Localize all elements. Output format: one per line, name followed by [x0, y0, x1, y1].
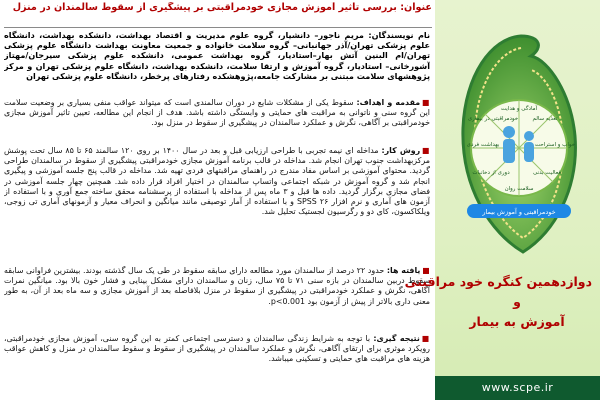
bullet-icon: ■ — [422, 146, 430, 155]
intro-section — [4, 98, 430, 141]
wheel-label-4: سلامت روان — [504, 186, 534, 192]
congress-title-line2: و — [513, 294, 521, 309]
conclusion-section — [4, 334, 430, 394]
results-section — [4, 266, 430, 330]
bullet-icon: ■ — [421, 334, 430, 343]
wheel-label-3: فعالیت بدنی — [533, 170, 561, 176]
results-label: یافته ها: — [386, 266, 421, 275]
website-link[interactable]: www.scpe.ir — [435, 376, 600, 400]
intro-label: مقدمه و اهداف: — [356, 98, 421, 107]
wheel-label-2: خواب و استراحت — [534, 142, 576, 148]
bullet-icon: ■ — [422, 98, 430, 107]
methods-text: مداخله ای نیمه تجربی با طراحی ارزیابی قبل و بعد در سال ۱۴۰۰ بر روی ۱۲۰ سالمند ۶۵ تا ۸۵ سال تحت پوشش مرکزبهداشت جنوب تهران انجام شد. مداخله در قالب برنامه آموزش مجازی خودمراقبتی پیشگیری از سقوط در سالمندان طراحی گردید. محتوای آموزشی بر اساس مفاد مندرج در راهنمای مراقبتهای فردی تهیه شد. مداخله در قالب پنج جلسه آموزشی و پیگیری انجام شد و گروه آموزش در شبکه اجتماعی واتساپ سالمندان در اختیار افراد قرار داده شد. همچنین چهار جلسه آموزشی در فضای مجازی برگزار گردید. داده ها قبل و ۳ ماه پس از مداخله با استفاده از پرسشنامه محقق ساخته جمع آوری و با استفاده از آزمون های آماری و نرم افزار SPSS ۲۶ و با استفاده از آمار توصیفی مانند میانگین و انحراف معیار و آزمونهای آماری تی زوجی، ویلکاکسون، کای دو و رگرسیون لجستیک تحلیل شد. — [4, 146, 430, 217]
bullet-icon: ■ — [422, 266, 430, 275]
wheel-label-7: خودمراقبتی در بیماری — [467, 116, 519, 122]
abstract-title: عنوان: بررسی تاثیر آموزش مجازی خودمراقبتی بر پیشگیری از سقوط سالمندان در منزل — [12, 2, 432, 13]
authors-list: نام نویسندگان: مریم ناجور– دانشیار، گروه علوم مدیریت و اقتصاد بهداشت، دانشکده بهداشت، دانشگاه علوم پزشکی تهران/آذر جهانبانی– گروه سلامت خانواده و جمعیت معاونت بهداشت دانشگاه علوم پزشکی تهران/ام البنین آتش بهار–استادیار، گروه بهداشت عمومی، دانشکده علوم پزشکی سیرجان/مهتاز آشورخانی– استادیار، گروه آموزش و ارتقا سلامت، دانشکده بهداشت، دانشگاه علوم پزشکی تهران و مرکز پژوهشهای سلامت مبتنی بر مشارکت جامعه،پژوهشکده رفتارهای پرخطر، دانشگاه علوم پزشکی تهران — [4, 30, 430, 81]
paisley-logo-icon — [451, 28, 586, 258]
congress-title-line3: آموزش به بیمار — [469, 314, 565, 329]
title-divider — [4, 27, 432, 28]
wheel-label-1: تغذیه سالم — [532, 116, 558, 122]
methods-label: روش کار: — [381, 146, 421, 155]
congress-side-panel — [404, 0, 600, 400]
wheel-label-5: دوری از دخانیات — [472, 170, 510, 176]
methods-section — [4, 146, 430, 262]
congress-title — [404, 272, 592, 332]
conclusion-label: نتیجه گیری: — [373, 334, 420, 343]
conclusion-text: با توجه به شرایط زندگی سالمندان و دسترسی اجتماعی کمتر به این گروه سنی، آموزش مجازی خودمراقبتی، رویکرد موثری برای ارتقای آگاهی، نگرش و عملکرد سالمندان در پیشگیری از سقوط و سقوط سالمندان در منزل و کاهش عواقب هزینه های مراقبت های حمایتی و تسکینی میباشد. — [4, 334, 430, 364]
wheel-label-6: بهداشت فردی — [466, 142, 500, 148]
congress-title-line1: دوازدهمین کنگره خود مراقبتی — [404, 274, 592, 289]
results-text: حدود ۲۲ درصد از سالمندان مورد مطالعه دارای سابقه سقوط در طی یک سال گذشته بودند. بیشترین فراوانی سابقه سقوط دربین سالمندان در بازه سنی ۷۱ تا ۷۵ سال، زنان و سالمندان دارای مشکل بینایی و فشار خون بالا بود. میانگین نمرات آگاهی، نگرش و عملکرد خودمراقبتی در پیشگیری از سقوط در منزل بلافاصله بعد از آموزش مجازی و سه ماه بعد از آن، به طور معنی داری بالاتر از پیش از آزمون بود p<0.001. — [4, 266, 430, 306]
wheel-label-0: آمادگی و هدایت — [500, 106, 538, 112]
intro-text: سقوط یکی از مشکلات شایع در دوران سالمندی است که میتواند عواقب منفی بسیاری بر وضعیت سلامت این گروه سنی و ناتوانی به مراقبت های حمایتی و وابستگی داشته باشد. هدف از انجام این مطالعه، تعیین تاثیر آموزش مجازی خودمراقبتی بر آگاهی، نگرش و عملکرد سالمندان در پیشگیری از سقوط در منزل بود. — [4, 98, 430, 128]
banner-label: خودمراقبتی و آموزش بیمار — [482, 208, 556, 216]
